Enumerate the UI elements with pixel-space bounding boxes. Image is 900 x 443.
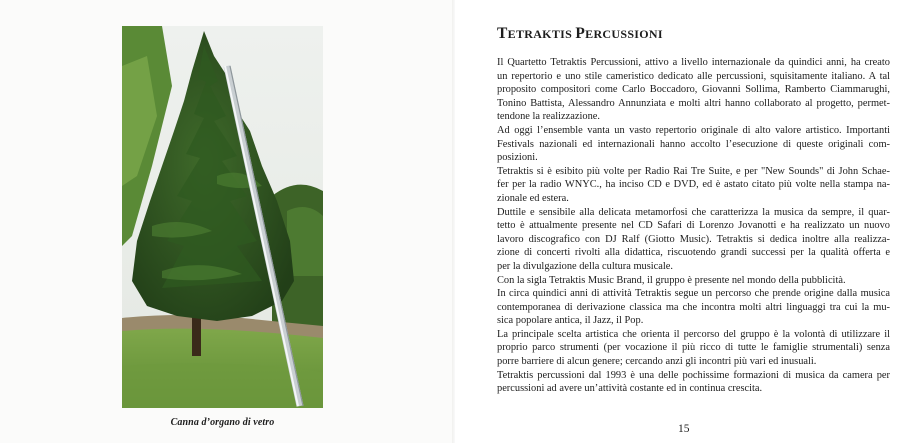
text-line: Duttile e sensibile alla delicata metamorfosi che caratterizza la musica da sempre, il quar- — [497, 206, 890, 218]
text-line: contemporanea di derivazione classica ma che incontra molti altri linguaggi tra cui la mu- — [497, 301, 890, 313]
text-line: Il Quartetto Tetraktis Percussioni, attivo a livello internazionale da quindici anni, ha creato — [497, 57, 890, 68]
text-line: per la divulgazione della cultura musicale. — [497, 260, 673, 272]
page-title — [497, 25, 663, 43]
text-line: proposito compositori come Carlo Boccadoro, Giovanni Sollima, Ramberto Ciammarughi, — [497, 84, 890, 96]
text-line: percussioni ad avere un’attività costante ed in continua crescita. — [497, 383, 763, 395]
title-rest-2: ERCUSSIONI — [585, 27, 663, 41]
text-line: Ad oggi l’ensemble vanta un vasto repertorio originale di alto valore artistico. Importanti — [497, 124, 890, 136]
text-line: Tetraktis percussioni dal 1993 è una delle pochissime formazioni di musica da camera per — [497, 369, 890, 381]
title-rest-1: ETRAKTIS — [507, 27, 576, 41]
text-line: Tetraktis si è esibito più volte per Radio Rai Tre Suite, e per "New Sounds" di John Schae- — [497, 165, 890, 177]
text-line: zionale ed estera. — [497, 192, 569, 204]
text-line: fer per la radio WNYC., ha inciso CD e DVD, ed è astato citato più volte nella stampa na- — [497, 179, 890, 191]
text-line: tendone la realizzazione. — [497, 111, 600, 123]
text-line: tetto è attualmente presente nel CD Safari di Lorenzo Jovanotti e ha realizzato un nuovo — [497, 220, 890, 232]
text-line: La principale scelta artistica che orienta il percorso del gruppo è la volontà di utilizzare il — [497, 328, 890, 340]
text-line: Festivals nazionali ed internazionali hanno accolto l’esecuzione di queste originali com- — [497, 138, 890, 150]
text-line: posizioni. — [497, 152, 538, 164]
text-line: proprio parco strumenti (per vocazione il più ricco di tutte le famiglie strumentali) senza — [497, 342, 890, 354]
text-line: un repertorio e uno stile cameristico dedicato alle percussioni, squisitamente italiano. A tal — [497, 70, 890, 82]
title-initial-2: P — [575, 25, 586, 42]
tree-photo — [122, 26, 323, 408]
text-line: Con la sigla Tetraktis Music Brand, il gruppo è presente nel mondo della pubblicità. — [497, 274, 846, 286]
text-line: Tonino Battista, Alessandro Annunziata e molti altri hanno collaborato al progetto, permet- — [497, 97, 890, 109]
title-initial-1: T — [497, 25, 508, 42]
text-line: lavoro discografico con DJ Ralf (Giotto Music). Tetraktis si dedica inoltre alla realizza- — [497, 233, 890, 245]
text-line: porre barriere di alcun genere; cercando anzi gli incontri più vari ed inusuali. — [497, 356, 817, 368]
text-line: In circa quindici anni di attività Tetraktis segue un percorso che prende origine dalla musica — [497, 288, 890, 300]
page-number: 15 — [678, 423, 690, 435]
body-text — [497, 56, 890, 396]
text-line: sica popolare antica, il Jazz, il Pop. — [497, 315, 644, 327]
text-line: zione di concerti rivolti alla didattica, riscuotendo grandi successi per la qualità offerta e — [497, 247, 890, 259]
photo-caption: Canna d’organo di vetro — [170, 417, 275, 428]
